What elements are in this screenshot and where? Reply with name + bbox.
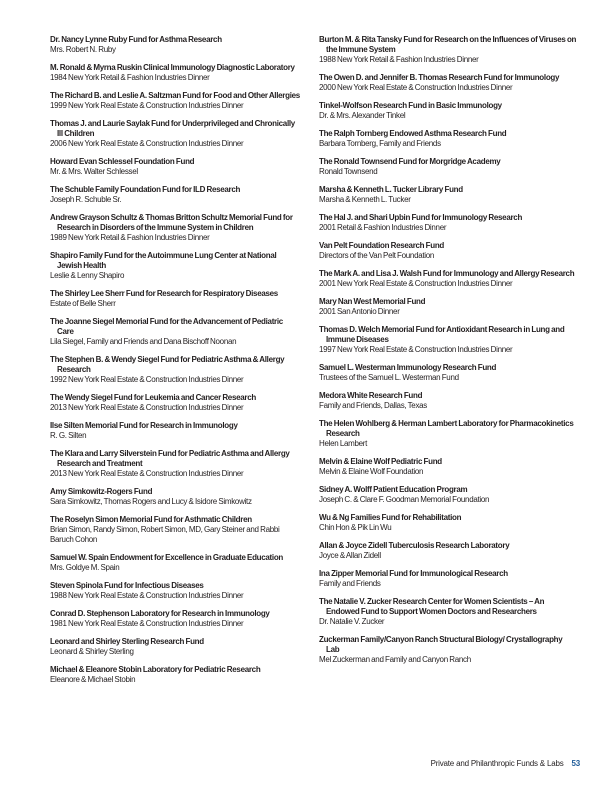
fund-title: Dr. Nancy Lynne Ruby Fund for Asthma Research (50, 35, 222, 44)
fund-entry (319, 597, 577, 627)
fund-title: Howard Evan Schlessel Foundation Fund (50, 157, 195, 166)
fund-title: The Shirley Lee Sherr Fund for Research for Respiratory Diseases (50, 289, 278, 298)
fund-donor: R. G. Silten (50, 431, 87, 440)
fund-donor: 1999 New York Real Estate & Construction Industries Dinner (50, 101, 244, 110)
fund-donor: Sara Simkowitz, Thomas Rogers and Lucy & Isidore Simkowitz (50, 497, 252, 506)
fund-entry (319, 35, 577, 65)
fund-entry (50, 515, 300, 545)
fund-entry (50, 421, 300, 441)
fund-donor: Helen Lambert (319, 439, 368, 448)
right-column (319, 35, 577, 673)
fund-donor: Mrs. Goldye M. Spain (50, 563, 120, 572)
fund-entry (50, 487, 300, 507)
fund-donor: Lila Siegel, Family and Friends and Dana Bischoff Noonan (50, 337, 237, 346)
fund-entry (50, 665, 300, 685)
fund-title: Mary Nan West Memorial Fund (319, 297, 426, 306)
fund-entry (319, 569, 577, 589)
fund-title: The Natalie V. Zucker Research Center for Women Scientists – An Endowed Fund to Support Women Doctors and Researchers (319, 597, 545, 616)
fund-entry (50, 581, 300, 601)
fund-title: The Richard B. and Leslie A. Saltzman Fund for Food and Other Allergies (50, 91, 300, 100)
fund-title: Samuel L. Westerman Immunology Research Fund (319, 363, 497, 372)
fund-donor: 1988 New York Retail & Fashion Industries Dinner (319, 55, 479, 64)
fund-title: The Klara and Larry Silverstein Fund for Pediatric Asthma and Allergy Research and Treatment (50, 449, 290, 468)
fund-title: Thomas D. Welch Memorial Fund for Antioxidant Research in Lung and Immune Diseases (319, 325, 565, 344)
fund-donor: 2001 Retail & Fashion Industries Dinner (319, 223, 447, 232)
fund-title: The Helen Wohlberg & Herman Lambert Laboratory for Pharmacokinetics Research (319, 419, 574, 438)
fund-title: The Mark A. and Lisa J. Walsh Fund for Immunology and Allergy Research (319, 269, 575, 278)
fund-title: The Wendy Siegel Fund for Leukemia and Cancer Research (50, 393, 256, 402)
fund-entry (319, 157, 577, 177)
fund-entry (319, 73, 577, 93)
fund-donor: Barbara Tornberg, Family and Friends (319, 139, 441, 148)
fund-entry (50, 317, 300, 347)
fund-donor: 2000 New York Real Estate & Construction Industries Dinner (319, 83, 513, 92)
fund-entry (50, 63, 300, 83)
fund-title: The Ronald Townsend Fund for Morgridge Academy (319, 157, 501, 166)
fund-title: Melvin & Elaine Wolf Pediatric Fund (319, 457, 442, 466)
fund-donor: Estate of Belle Sherr (50, 299, 116, 308)
fund-entry (319, 297, 577, 317)
fund-donor: Mel Zuckerman and Family and Canyon Ranch (319, 655, 471, 664)
fund-donor: Directors of the Van Pelt Foundation (319, 251, 435, 260)
fund-title: Ilse Silten Memorial Fund for Research in Immunology (50, 421, 238, 430)
fund-donor: Leonard & Shirley Sterling (50, 647, 134, 656)
fund-donor: Joseph C. & Clare F. Goodman Memorial Foundation (319, 495, 490, 504)
fund-title: Zuckerman Family/Canyon Ranch Structural Biology/ Crystallography Lab (319, 635, 563, 654)
fund-title: M. Ronald & Myrna Ruskin Clinical Immunology Diagnostic Laboratory (50, 63, 295, 72)
fund-title: The Roselyn Simon Memorial Fund for Asthmatic Children (50, 515, 252, 524)
fund-donor: Marsha & Kenneth L. Tucker (319, 195, 411, 204)
fund-title: Thomas J. and Laurie Saylak Fund for Underprivileged and Chronically Ill Children (50, 119, 295, 138)
fund-entry (319, 635, 577, 665)
fund-donor: Ronald Townsend (319, 167, 378, 176)
fund-donor: Dr. & Mrs. Alexander Tinkel (319, 111, 406, 120)
fund-entry (50, 35, 300, 55)
fund-title: Wu & Ng Families Fund for Rehabilitation (319, 513, 462, 522)
fund-entry (50, 609, 300, 629)
fund-title: Andrew Grayson Schultz & Thomas Britton Schultz Memorial Fund for Research in Disorders of the Immune System in Children (50, 213, 293, 232)
fund-entry (50, 91, 300, 111)
fund-title: Van Pelt Foundation Research Fund (319, 241, 445, 250)
fund-donor: Chin Hon & Pik Lin Wu (319, 523, 392, 532)
fund-entry (319, 129, 577, 149)
fund-donor: Melvin & Elaine Wolf Foundation (319, 467, 424, 476)
fund-title: Samuel W. Spain Endowment for Excellence in Graduate Education (50, 553, 284, 562)
fund-title: Sidney A. Wolff Patient Education Program (319, 485, 468, 494)
fund-entry (50, 185, 300, 205)
fund-entry (50, 119, 300, 149)
fund-entry (319, 185, 577, 205)
left-column (50, 35, 300, 693)
fund-title: Steven Spinola Fund for Infectious Diseases (50, 581, 204, 590)
fund-entry (319, 457, 577, 477)
fund-donor: 1981 New York Real Estate & Construction Industries Dinner (50, 619, 244, 628)
fund-donor: Dr. Natalie V. Zucker (319, 617, 385, 626)
fund-entry (50, 157, 300, 177)
fund-title: Allan & Joyce Zidell Tuberculosis Research Laboratory (319, 541, 510, 550)
fund-title: The Schuble Family Foundation Fund for ILD Research (50, 185, 241, 194)
fund-donor: 2013 New York Real Estate & Construction Industries Dinner (50, 403, 244, 412)
fund-entry (319, 325, 577, 355)
fund-entry (319, 363, 577, 383)
fund-donor: Mr. & Mrs. Walter Schlessel (50, 167, 138, 176)
fund-entry (50, 289, 300, 309)
fund-donor: 1989 New York Retail & Fashion Industries Dinner (50, 233, 210, 242)
fund-donor: 1984 New York Retail & Fashion Industries Dinner (50, 73, 210, 82)
fund-title: Michael & Eleanore Stobin Laboratory for Pediatric Research (50, 665, 261, 674)
fund-donor: Eleanore & Michael Stobin (50, 675, 136, 684)
fund-donor: 1997 New York Real Estate & Construction Industries Dinner (319, 345, 513, 354)
page-footer (431, 759, 580, 769)
fund-title: The Owen D. and Jennifer B. Thomas Research Fund for Immunology (319, 73, 560, 82)
page-number: 53 (571, 759, 580, 768)
fund-entry (319, 513, 577, 533)
fund-entry (50, 213, 300, 243)
fund-entry (50, 393, 300, 413)
fund-title: Shapiro Family Fund for the Autoimmune Lung Center at National Jewish Health (50, 251, 277, 270)
fund-donor: Brian Simon, Randy Simon, Robert Simon, MD, Gary Steiner and Rabbi Baruch Cohon (50, 525, 280, 544)
fund-title: The Joanne Siegel Memorial Fund for the Advancement of Pediatric Care (50, 317, 283, 336)
fund-title: Conrad D. Stephenson Laboratory for Research in Immunology (50, 609, 270, 618)
fund-donor: 2001 San Antonio Dinner (319, 307, 400, 316)
fund-donor: 1988 New York Real Estate & Construction Industries Dinner (50, 591, 244, 600)
fund-donor: 1992 New York Real Estate & Construction Industries Dinner (50, 375, 244, 384)
fund-title: Tinkel-Wolfson Research Fund in Basic Immunology (319, 101, 502, 110)
fund-donor: Family and Friends (319, 579, 381, 588)
fund-donor: 2006 New York Real Estate & Construction Industries Dinner (50, 139, 244, 148)
fund-title: Medora White Research Fund (319, 391, 423, 400)
fund-entry (319, 419, 577, 449)
fund-entry (319, 241, 577, 261)
fund-donor: Trustees of the Samuel L. Westerman Fund (319, 373, 459, 382)
fund-donor: 2013 New York Real Estate & Construction Industries Dinner (50, 469, 244, 478)
footer-section-title: Private and Philanthropic Funds & Labs (430, 759, 564, 768)
fund-entry (50, 637, 300, 657)
fund-entry (50, 449, 300, 479)
fund-entry (50, 251, 300, 281)
fund-donor: Mrs. Robert N. Ruby (50, 45, 116, 54)
fund-entry (319, 485, 577, 505)
fund-entry (319, 101, 577, 121)
fund-entry (319, 213, 577, 233)
fund-title: The Ralph Tornberg Endowed Asthma Research Fund (319, 129, 507, 138)
fund-title: The Stephen B. & Wendy Siegel Fund for Pediatric Asthma & Allergy Research (50, 355, 285, 374)
fund-donor: 2001 New York Real Estate & Construction Industries Dinner (319, 279, 513, 288)
fund-title: Burton M. & Rita Tansky Fund for Research on the Influences of Viruses on the Immune System (319, 35, 577, 54)
fund-entry (50, 355, 300, 385)
fund-entry (50, 553, 300, 573)
fund-donor: Leslie & Lenny Shapiro (50, 271, 125, 280)
fund-title: Leonard and Shirley Sterling Research Fund (50, 637, 204, 646)
fund-entry (319, 391, 577, 411)
fund-title: The Hal J. and Shari Upbin Fund for Immunology Research (319, 213, 523, 222)
fund-title: Ina Zipper Memorial Fund for Immunological Research (319, 569, 508, 578)
fund-entry (319, 541, 577, 561)
fund-donor: Family and Friends, Dallas, Texas (319, 401, 427, 410)
fund-donor: Joseph R. Schuble Sr. (50, 195, 122, 204)
fund-donor: Joyce & Allan Zidell (319, 551, 381, 560)
fund-entry (319, 269, 577, 289)
fund-title: Amy Simkowitz-Rogers Fund (50, 487, 153, 496)
fund-title: Marsha & Kenneth L. Tucker Library Fund (319, 185, 463, 194)
